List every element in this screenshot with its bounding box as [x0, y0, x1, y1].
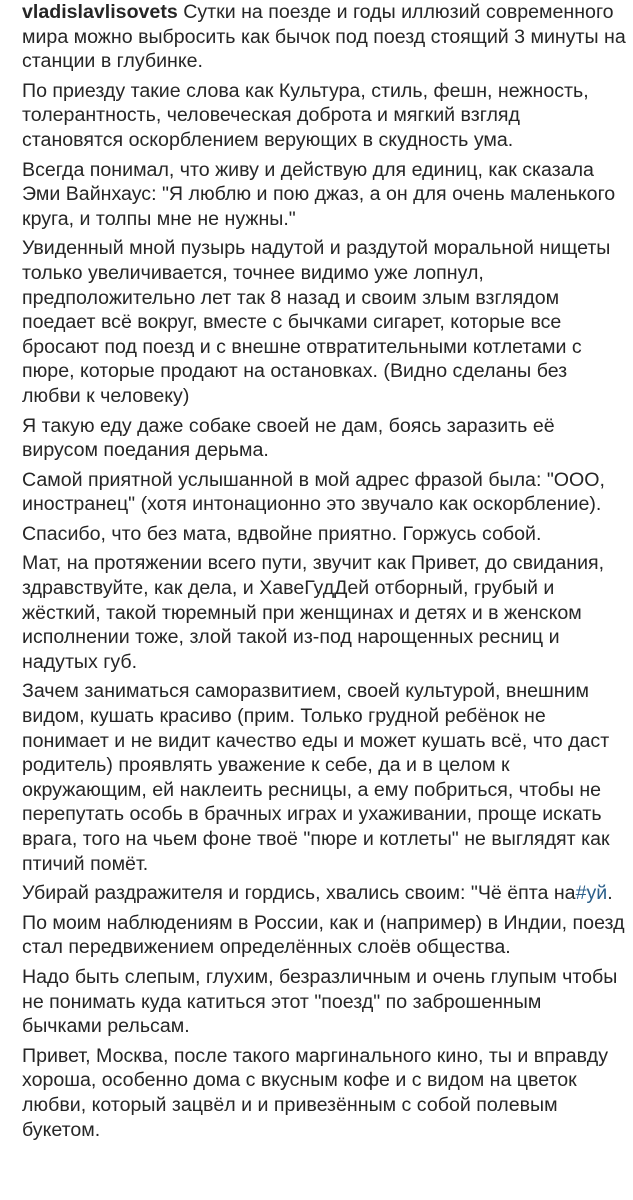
post-caption — [22, 0, 626, 1147]
caption-paragraph-8: Мат, на протяжении всего пути, звучит как Привет, до свидания, здравствуйте, как дела, и ХавеГудДей отборный, грубый и жёсткий, такой тюремный при женщинах и детях и в женском исполнении тоже, злой такой из-под нарощенных ресниц и надутых губ. — [22, 552, 605, 673]
caption-paragraph-9: Зачем заниматься саморазвитием, своей культурой, внешним видом, кушать красиво (прим. Только грудной ребёнок не понимает и не видит качество еды и может кушать всё, что даст родитель) проявлять уважение к себе, да и в целом к окружающим, ей наклеить ресницы, а ему побриться, чтобы не перепутать особь в брачных играх и ухаживании, проще искать врага, того на чьем фоне твоё "пюре и котлеты" не выглядят как птичий помёт. — [22, 680, 610, 875]
caption-paragraph-2: По приезду такие слова как Культура, стиль, фешн, нежность, толерантность, человеческая доброта и мягкий взгляд становятся оскорблением верующих в скудность ума. — [22, 79, 589, 151]
caption-paragraph-11: По моим наблюдениям в России, как и (например) в Индии, поезд стал передвижением определённых слоёв общества. — [22, 911, 625, 959]
username-link[interactable]: vladislavlisovets — [22, 1, 178, 23]
caption-paragraph-4: Увиденный мной пузырь надутой и раздутой моральной нищеты только увеличивается, точнее видимо уже лопнул, предположительно лет так 8 назад и своим злым взглядом поедает всё вокруг, вместе с бычками сигарет, которые все бросают под поезд и с внешне отвратительными котлетами с пюре, которые продают на остановках. (Видно сделаны без любви к человеку) — [22, 237, 611, 407]
caption-paragraph-10 — [22, 881, 626, 906]
caption-text: . — [607, 882, 613, 905]
caption-text: Сутки на поезде и годы иллюзий современного мира можно выбросить как бычок под поезд стоящий 3 минуты на станции в глубинке. — [22, 1, 626, 73]
caption-paragraph-5: Я такую еду даже собаке своей не дам, боясь заразить её вирусом поедания дерьма. — [22, 414, 555, 462]
caption-paragraph-7: Спасибо, что без мата, вдвойне приятно. Горжусь собой. — [22, 522, 542, 545]
caption-paragraph-6: Самой приятной услышанной в мой адрес фразой была: "ООО, иностранец" (хотя интонационно это звучало как оскорбление). — [22, 468, 605, 516]
hashtag-link[interactable]: #уй — [575, 882, 608, 905]
caption-paragraph-3: Всегда понимал, что живу и действую для единиц, как сказала Эми Вайнхаус: "Я люблю и пою джаз, а он для очень маленького круга, и толпы мне не нужны." — [22, 158, 616, 230]
caption-paragraph-13: Привет, Москва, после такого маргинального кино, ты и вправду хороша, особенно дома с вкусным кофе и с видом на цветок любви, который зацвёл и и привезённым с собой полевым букетом. — [22, 1044, 609, 1141]
caption-text: Убирай раздражителя и гордись, хвались своим: "Чё ёпта на — [22, 882, 576, 905]
caption-paragraph-12: Надо быть слепым, глухим, безразличным и очень глупым чтобы не понимать куда катиться этот "поезд" по заброшенным бычками рельсам. — [22, 965, 618, 1038]
caption-paragraph-1 — [22, 0, 626, 74]
